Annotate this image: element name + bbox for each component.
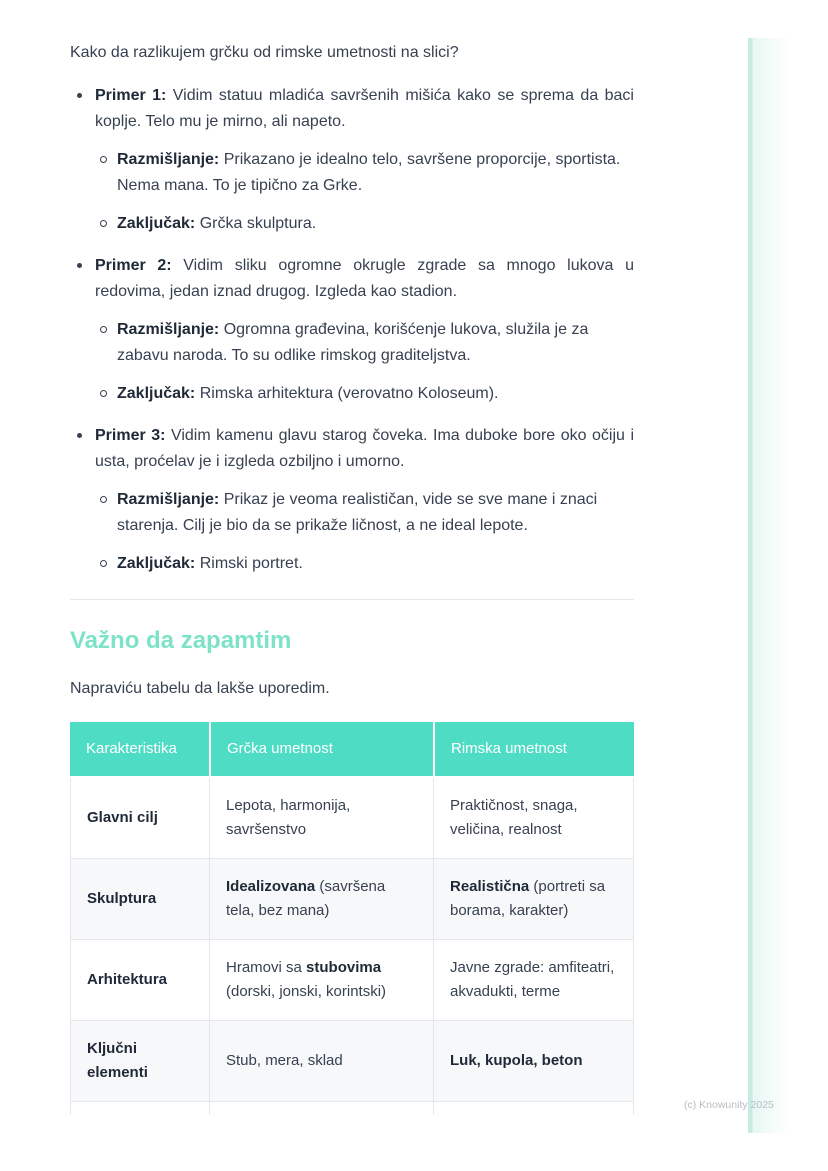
cell-greek	[209, 778, 433, 859]
cell-feature: Ključni elementi	[70, 1021, 209, 1102]
header-cell-karakteristika: Karakteristika	[70, 722, 209, 778]
conclusion-text: Grčka skulptura.	[195, 215, 317, 232]
cell-text: Stub, mera, sklad	[226, 1052, 343, 1069]
cell-text: Hramovi sa	[226, 959, 307, 976]
table-row	[70, 1021, 634, 1102]
cell-text-bold: stubovima	[306, 959, 382, 976]
cell-text: Praktičnost, snaga, veličina, realnost	[450, 797, 578, 838]
page-edge-accent-stripe	[748, 38, 790, 1133]
bullet-icon	[77, 433, 82, 438]
section-intro: Napraviću tabelu da lakše uporedim.	[70, 680, 330, 697]
conclusion-label: Zaključak:	[117, 555, 196, 572]
example-lead	[95, 83, 634, 135]
cell-roman	[433, 859, 634, 940]
cell-text: (dorski, jonski, korintski)	[226, 983, 387, 1000]
circle-bullet-icon	[100, 560, 107, 567]
cell-roman	[433, 1021, 634, 1102]
sub-item-thinking	[95, 147, 634, 199]
sub-item-thinking	[95, 317, 634, 369]
table-row	[70, 859, 634, 940]
cell-text: Lepota, harmonija, savršenstvo	[226, 797, 351, 838]
cell-text-bold: Luk, kupola, beton	[450, 1052, 583, 1069]
cell-text-bold: Realistična	[450, 878, 530, 895]
example-lead	[95, 423, 634, 475]
examples-list	[70, 83, 634, 577]
bullet-icon	[77, 93, 82, 98]
thinking-text: Prikaz je veoma realističan, vide se sve mane i znaci starenja. Cilj je bio da se prikaže ličnost, a ne ideal lepote.	[117, 491, 598, 534]
thinking-label: Razmišljanje:	[117, 491, 220, 508]
example-label: Primer 2:	[95, 257, 172, 274]
example-text: Vidim sliku ogromne okrugle zgrade sa mnogo lukova u redovima, jedan iznad drugog. Izgleda kao stadion.	[95, 257, 634, 300]
example-text: Vidim kamenu glavu starog čoveka. Ima duboke bore oko očiju i usta, proćelav je i izgleda ozbiljno i umorno.	[95, 427, 634, 470]
cell-feature: Arhitektura	[70, 940, 209, 1021]
comparison-table	[70, 722, 634, 1115]
example-sublist	[95, 147, 634, 237]
thinking-label: Razmišljanje:	[117, 321, 220, 338]
circle-bullet-icon	[100, 390, 107, 397]
sub-item-conclusion	[95, 211, 634, 237]
cell-feature: Glavni cilj	[70, 778, 209, 859]
cell-feature: Skulptura	[70, 859, 209, 940]
section-heading: Važno da zapamtim	[70, 627, 292, 654]
list-item-primer-3	[70, 423, 634, 577]
cell-greek	[209, 859, 433, 940]
example-text: Vidim statuu mladića savršenih mišića kako se sprema da baci koplje. Telo mu je mirno, ali napeto.	[95, 87, 634, 130]
cell-roman	[433, 940, 634, 1021]
example-sublist	[95, 317, 634, 407]
example-label: Primer 1:	[95, 87, 167, 104]
circle-bullet-icon	[100, 496, 107, 503]
example-lead	[95, 253, 634, 305]
cell-text: (savršena tela, bez mana)	[226, 878, 386, 919]
circle-bullet-icon	[100, 220, 107, 227]
copyright-watermark: (c) Knowunity 2025	[684, 1099, 774, 1111]
thinking-text: Ogromna građevina, korišćenje lukova, služila je za zabavu naroda. To su odlike rimskog graditeljstva.	[117, 321, 589, 364]
cell-text: Javne zgrade: amfiteatri, akvadukti, terme	[450, 959, 615, 1000]
list-item-primer-2	[70, 253, 634, 407]
cell-empty	[70, 1102, 209, 1115]
table-row	[70, 778, 634, 859]
document-content	[70, 41, 634, 1115]
example-sublist	[95, 487, 634, 577]
conclusion-label: Zaključak:	[117, 215, 196, 232]
thinking-text: Prikazano je idealno telo, savršene proporcije, sportista. Nema mana. To je tipično za Grke.	[117, 151, 621, 194]
sub-item-thinking	[95, 487, 634, 539]
conclusion-label: Zaključak:	[117, 385, 196, 402]
sub-item-conclusion	[95, 551, 634, 577]
table-row	[70, 940, 634, 1021]
circle-bullet-icon	[100, 326, 107, 333]
table-header	[70, 722, 634, 778]
cell-text: (portreti sa borama, karakter)	[450, 878, 606, 919]
question-text: Kako da razlikujem grčku od rimske umetnosti na slici?	[70, 44, 459, 61]
bullet-icon	[77, 263, 82, 268]
cell-empty	[209, 1102, 433, 1115]
conclusion-text: Rimski portret.	[195, 555, 303, 572]
cell-text-bold: Idealizovana	[226, 878, 316, 895]
header-cell-rimska: Rimska umetnost	[433, 722, 634, 778]
sub-item-conclusion	[95, 381, 634, 407]
cell-greek	[209, 1021, 433, 1102]
list-item-primer-1	[70, 83, 634, 237]
cell-roman	[433, 778, 634, 859]
conclusion-text: Rimska arhitektura (verovatno Koloseum).	[195, 385, 499, 402]
table-row-partial	[70, 1102, 634, 1115]
cell-greek	[209, 940, 433, 1021]
thinking-label: Razmišljanje:	[117, 151, 220, 168]
header-cell-grcka: Grčka umetnost	[209, 722, 433, 778]
circle-bullet-icon	[100, 156, 107, 163]
cell-empty	[433, 1102, 634, 1115]
table-header-row	[70, 722, 634, 778]
section-divider	[70, 599, 634, 600]
example-label: Primer 3:	[95, 427, 166, 444]
